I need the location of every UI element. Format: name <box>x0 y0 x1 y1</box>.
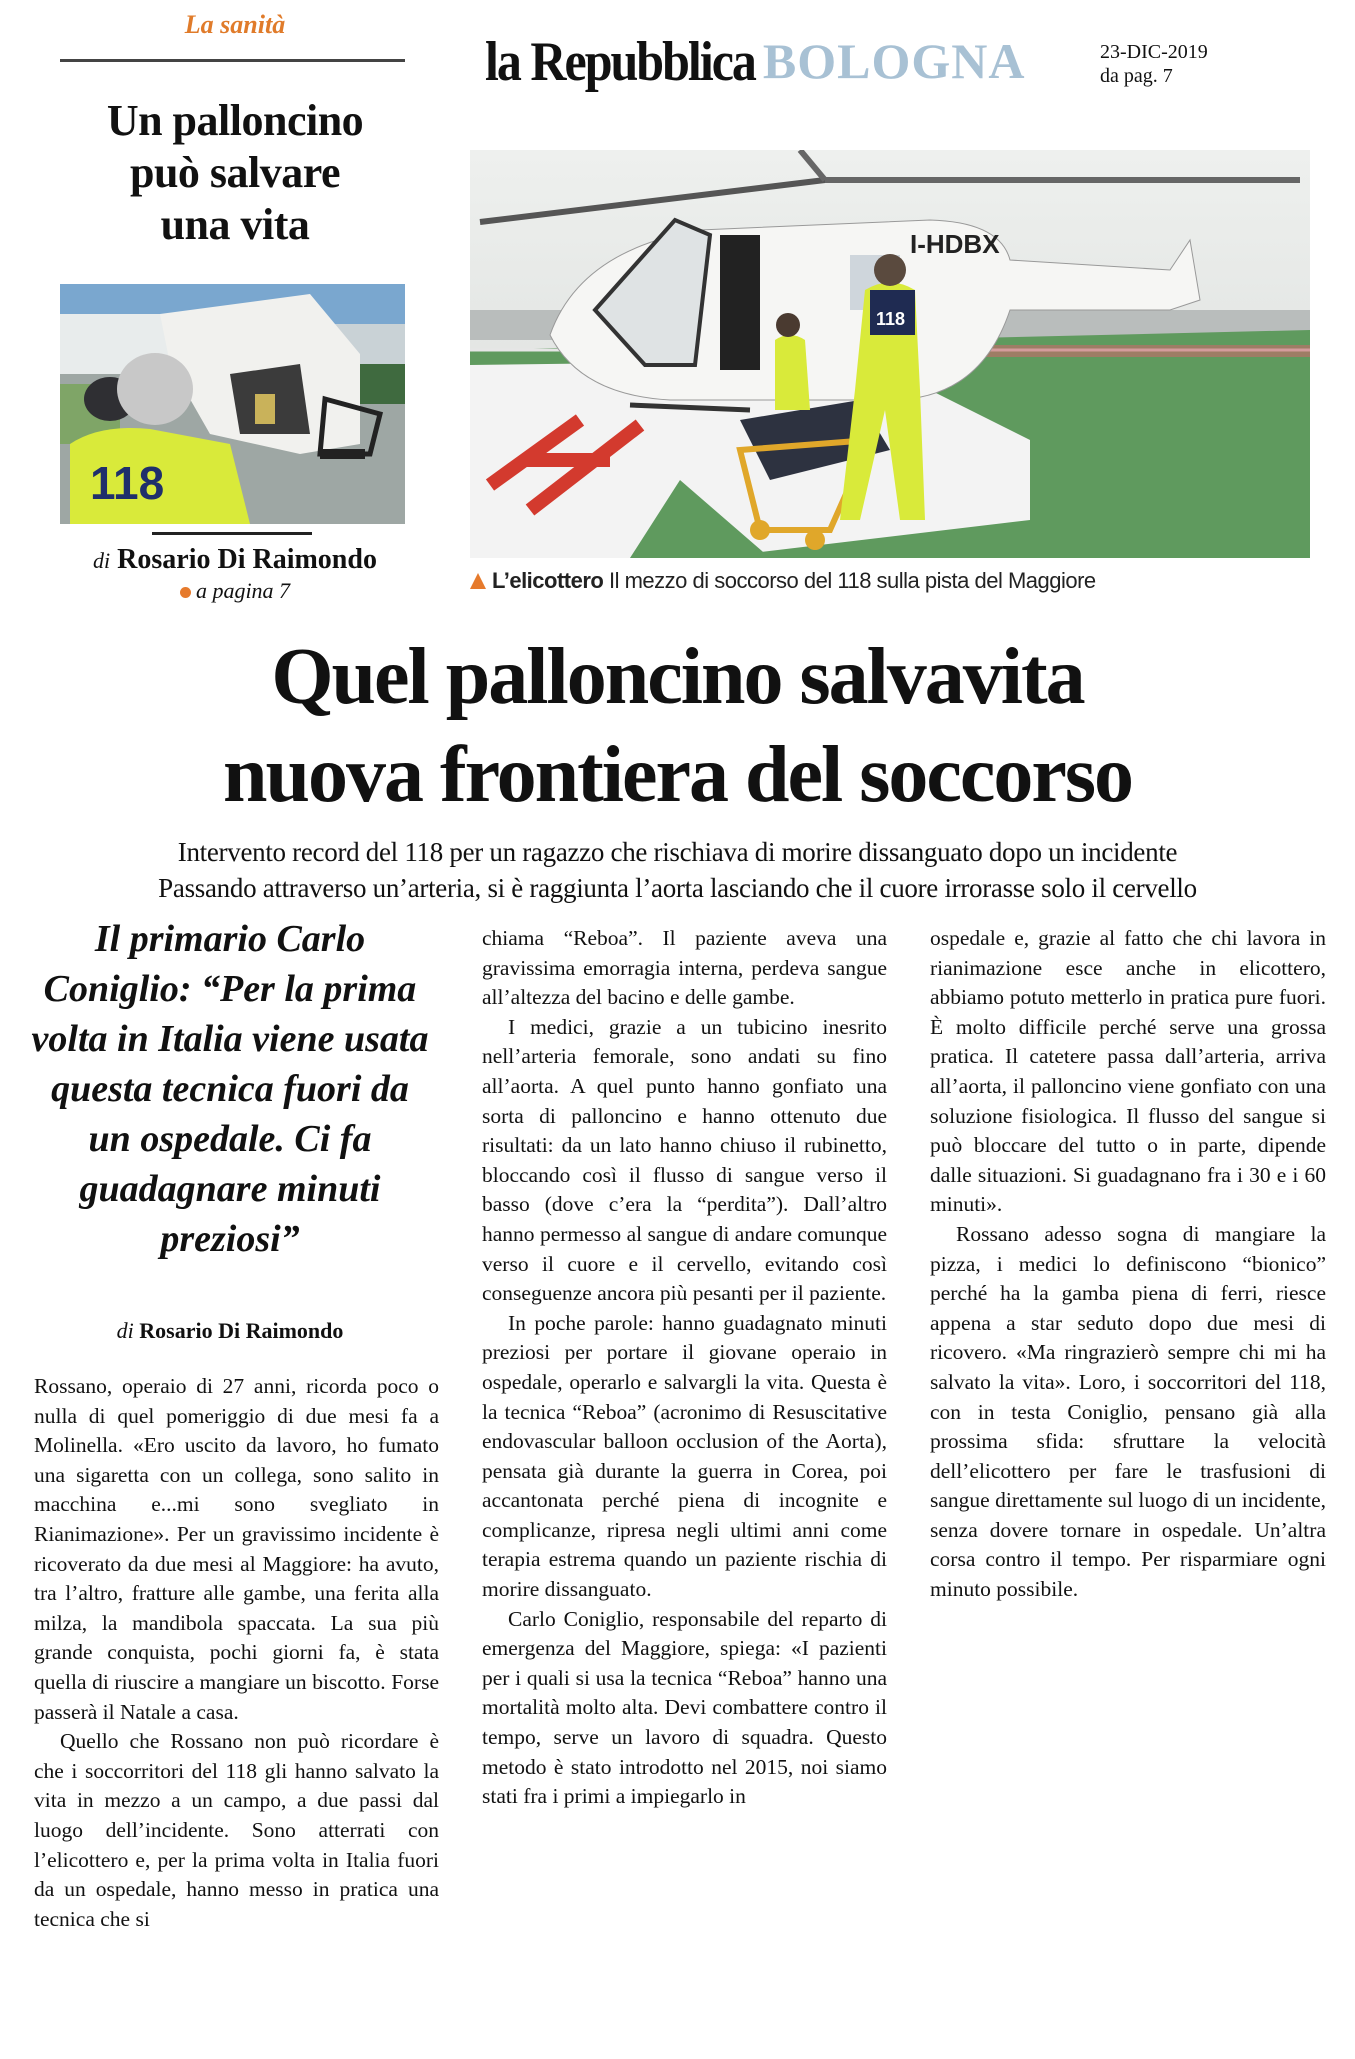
jersey-text: 118 <box>90 457 165 509</box>
article-column-2 <box>482 924 887 1812</box>
teaser-title-line: una vita <box>160 200 310 249</box>
edition-name: BOLOGNA <box>762 33 1026 89</box>
byline-prefix: di <box>116 1318 134 1343</box>
teaser-photo <box>60 284 405 524</box>
pullquote-byline <box>30 1318 430 1344</box>
divider <box>152 532 312 535</box>
article-column-3 <box>930 924 1326 1605</box>
main-photo <box>470 150 1310 558</box>
paragraph: Quello che Rossano non può ricordare è che i soccorritori del 118 gli hanno salvato la vita in mezzo a un campo, a due passi dal luogo dell’incidente. Sono atterrati con l’elicottero e, per la prima volta in Italia fuori da un ospedale, hanno messo in pratica una tecnica che si <box>34 1729 439 1931</box>
paragraph: In poche parole: hanno guadagnato minuti preziosi per portare il giovane operaio in ospedale, operarlo e salvargli la vita. Questa è la tecnica “Reboa” (acronimo di Resuscitative endovascular balloon occlusion of the Aorta), pensata già durante la guerra in Corea, poi accantonata perché piena di incognite e complicanze, ripresa negli ultimi anni come terapia estrema quando un paziente rischia di morire dissanguato. <box>482 1310 887 1602</box>
page-reference: a pagina 7 <box>60 578 410 604</box>
headline-line: Quel palloncino salvavita <box>271 633 1084 721</box>
subheadline <box>0 834 1355 906</box>
paragraph: I medici, grazie a un tubicino inesrito nell’arteria femorale, sono andati su fino all’aorta. A quel punto hanno gonfiato una sorta di palloncino e hanno ottenuto due risultati: da un lato hanno chiuso il rubinetto, bloccando così il flusso di sangue verso il basso (dove c’era la “perdita”). Dall’altro hanno permesso al sangue di andare comunque verso il cuore e il cervello, evitando così conseguenze ancora più pesanti per il paziente. <box>482 1014 887 1306</box>
publication-date: 23-DIC-2019 <box>1100 41 1208 63</box>
paragraph: chiama “Reboa”. Il paziente aveva una gravissima emorragia interna, perdeva sangue all’altezza del bacino e delle gambe. <box>482 926 887 1010</box>
deck-line: Intervento record del 118 per un ragazzo che rischiava di morire dissanguato dopo un incidente <box>177 837 1178 867</box>
divider <box>60 59 405 62</box>
paragraph: Rossano, operaio di 27 anni, ricorda poco o nulla di quel pomeriggio di due mesi fa a Molinella. «Ero uscito da lavoro, ho fumato una sigaretta con un collega, sono salito in macchina e...mi sono svegliato in Rianimazione». Per un gravissimo incidente è ricoverato da due mesi al Maggiore: ha avuto, tra l’altro, fratture alle gambe, una ferita alla milza, la mandibola spaccata. La sua più grande conquista, pochi giorni fa, è stata quella di riuscire a mangiare un biscotto. Forse passerà il Natale a casa. <box>34 1374 439 1724</box>
photo-caption <box>470 568 1350 594</box>
caption-text: Il mezzo di soccorso del 118 sulla pista del Maggiore <box>608 568 1096 593</box>
newspaper-logo: la Repubblica <box>485 29 755 93</box>
caption-title: L’elicottero <box>492 568 604 593</box>
byline-prefix: di <box>93 548 111 573</box>
helicopter-photo <box>470 150 1310 558</box>
teaser-title-line: Un palloncino <box>106 96 364 145</box>
headline <box>0 628 1355 824</box>
teaser-title-line: può salvare <box>129 148 341 197</box>
deck-line: Passando attraverso un’arteria, si è raggiunta l’aorta lasciando che il cuore irrorasse solo il cervello <box>158 873 1197 903</box>
article-column-1 <box>34 1372 439 1934</box>
jersey-text: 118 <box>876 309 906 329</box>
paragraph: Rossano adesso sogna di mangiare la pizza, i medici lo definiscono “bionico” perché ha la gamba piena di ferri, riesce appena a star seduto dopo due mesi di ricovero. «Ma ringrazierò sempre chi mi ha salvato la vita». Loro, i soccorritori del 118, con in testa Coniglio, pensano già alla prossima sfida: sfruttare la velocità dell’elicottero per fare le trasfusioni di sangue direttamente sul luogo di un incidente, senza dovere tornare in ospedale. Un’altra corsa contro il tempo. Per risparmiare ogni minuto possibile. <box>930 1221 1326 1602</box>
teaser-title <box>60 95 410 251</box>
headline-line: nuova frontiera del soccorso <box>222 731 1133 819</box>
masthead <box>485 29 1026 93</box>
registration-text: I-HDBX <box>910 229 1000 259</box>
pullquote: Il primario Carlo Coniglio: “Per la prima volta in Italia viene usata questa tecnica fuori da un ospedale. Ci fa guadagnare minuti preziosi” <box>31 918 429 1260</box>
author-name: Rosario Di Raimondo <box>117 544 377 575</box>
rescuer-helicopter-photo <box>60 284 405 524</box>
author-name: Rosario Di Raimondo <box>139 1318 344 1343</box>
paragraph: ospedale e, grazie al fatto che chi lavora in rianimazione esce anche in elicottero, abbiamo potuto metterlo in pratica pure fuori. È molto difficile perché serve una grossa pratica. Il catetere passa dall’arteria, arriva all’aorta, il palloncino viene gonfiato con una soluzione fisiologica. Il flusso del sangue si può bloccare del tutto o in parte, dipende dalle situazioni. Si guadagnano fra i 30 e i 60 minuti». <box>930 926 1326 1217</box>
section-kicker: La sanità <box>184 10 286 39</box>
paragraph: Carlo Coniglio, responsabile del reparto di emergenza del Maggiore, spiega: «I pazienti per i quali si usa la tecnica “Reboa” hanno una mortalità molto alta. Devi combattere contro il tempo, serve un lavoro di squadra. Questo metodo è stato introdotto nel 2015, noi siamo stati fra i primi a impiegarlo in <box>482 1606 887 1809</box>
page-number: da pag. 7 <box>1100 65 1173 87</box>
dateline <box>1100 40 1208 88</box>
bullet-dot-icon <box>180 587 191 598</box>
teaser-byline <box>60 544 410 576</box>
triangle-marker-icon <box>470 573 486 589</box>
